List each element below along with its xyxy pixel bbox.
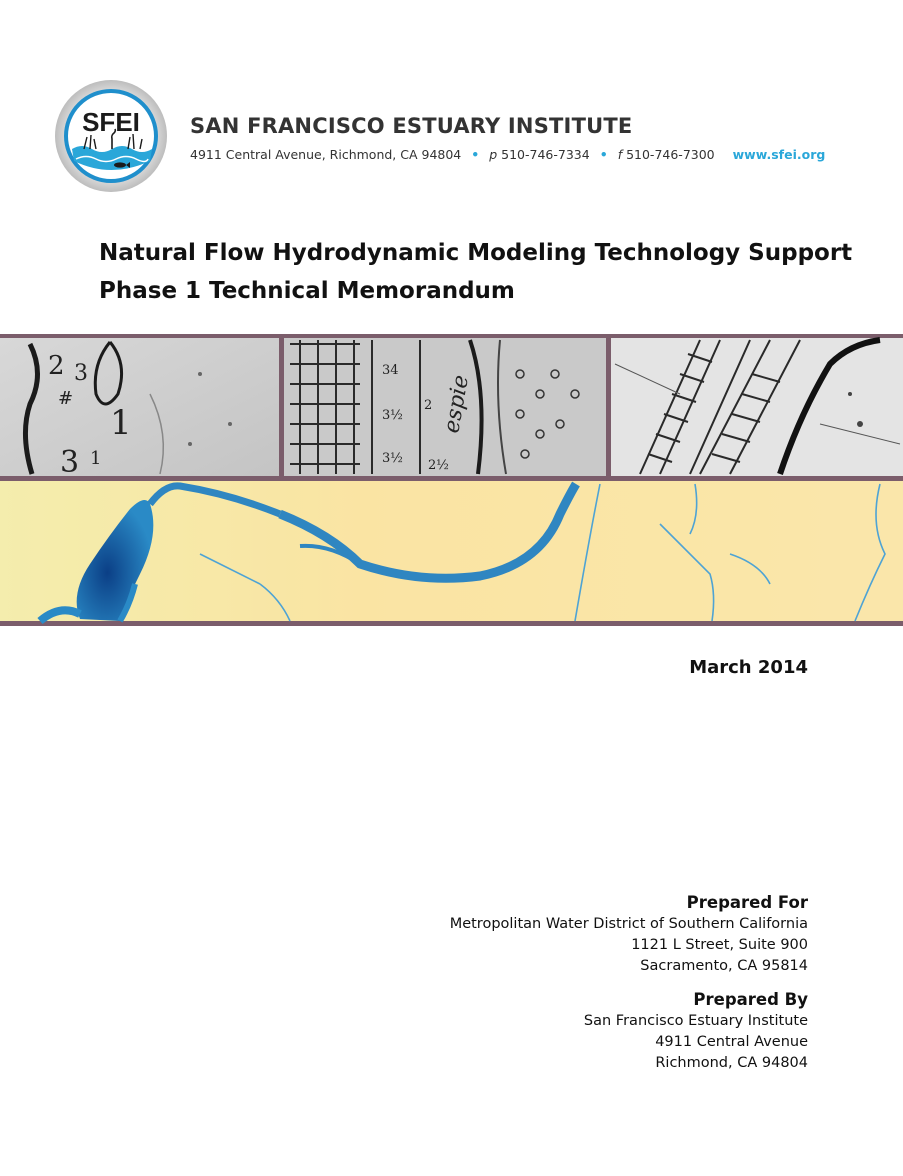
svg-text:1: 1 (110, 403, 132, 443)
prepared-by-heading: Prepared By (693, 990, 808, 1009)
cover-image-band (0, 334, 903, 626)
prepared-by-line: 4911 Central Avenue (655, 1034, 808, 1050)
org-phone: 510-746-7334 (501, 147, 590, 162)
prepared-for-heading: Prepared For (686, 893, 808, 912)
sfei-logo (54, 79, 168, 193)
title-line-1: Natural Flow Hydrodynamic Modeling Technology Support (99, 240, 853, 266)
title-line-2: Phase 1 Technical Memorandum (99, 278, 515, 304)
svg-text:#: # (58, 388, 74, 409)
svg-text:2: 2 (424, 398, 433, 413)
historic-map-panel-2 (284, 338, 606, 476)
svg-text:2: 2 (48, 351, 65, 381)
historic-map-panel-3 (611, 338, 903, 476)
svg-text:3: 3 (60, 445, 80, 480)
prepared-by-line: Richmond, CA 94804 (655, 1055, 808, 1071)
svg-text:1: 1 (90, 448, 102, 469)
svg-text:espie: espie (439, 373, 475, 436)
separator-dot-icon: • (599, 147, 608, 162)
fax-prefix: f (617, 147, 623, 162)
historic-map-panel-1 (0, 338, 279, 480)
org-address: 4911 Central Avenue, Richmond, CA 94804 (190, 147, 462, 162)
org-header (190, 114, 825, 162)
document-date: March 2014 (689, 657, 808, 678)
org-contact-line (190, 147, 825, 162)
svg-text:34: 34 (382, 363, 399, 378)
org-name: SAN FRANCISCO ESTUARY INSTITUTE (190, 114, 633, 138)
svg-text:3½: 3½ (382, 408, 403, 423)
prepared-for-block (450, 892, 808, 977)
hydrodynamic-model-map (0, 481, 903, 621)
prepared-for-line: Sacramento, CA 95814 (640, 958, 808, 974)
phone-prefix: p (489, 147, 498, 162)
prepared-for-line: 1121 L Street, Suite 900 (631, 937, 808, 953)
svg-text:3½: 3½ (382, 451, 403, 466)
document-title (99, 234, 852, 310)
org-website-link[interactable]: www.sfei.org (732, 147, 826, 162)
prepared-by-line: San Francisco Estuary Institute (583, 1013, 808, 1029)
svg-text:3: 3 (74, 361, 88, 386)
separator-dot-icon: • (471, 147, 480, 162)
svg-text:2½: 2½ (428, 458, 449, 473)
sfei-logo-icon (54, 79, 168, 193)
svg-text:SFEI: SFEI (82, 107, 140, 137)
prepared-by-block (584, 989, 808, 1074)
prepared-for-line: Metropolitan Water District of Southern California (449, 916, 808, 932)
org-fax: 510-746-7300 (626, 147, 715, 162)
